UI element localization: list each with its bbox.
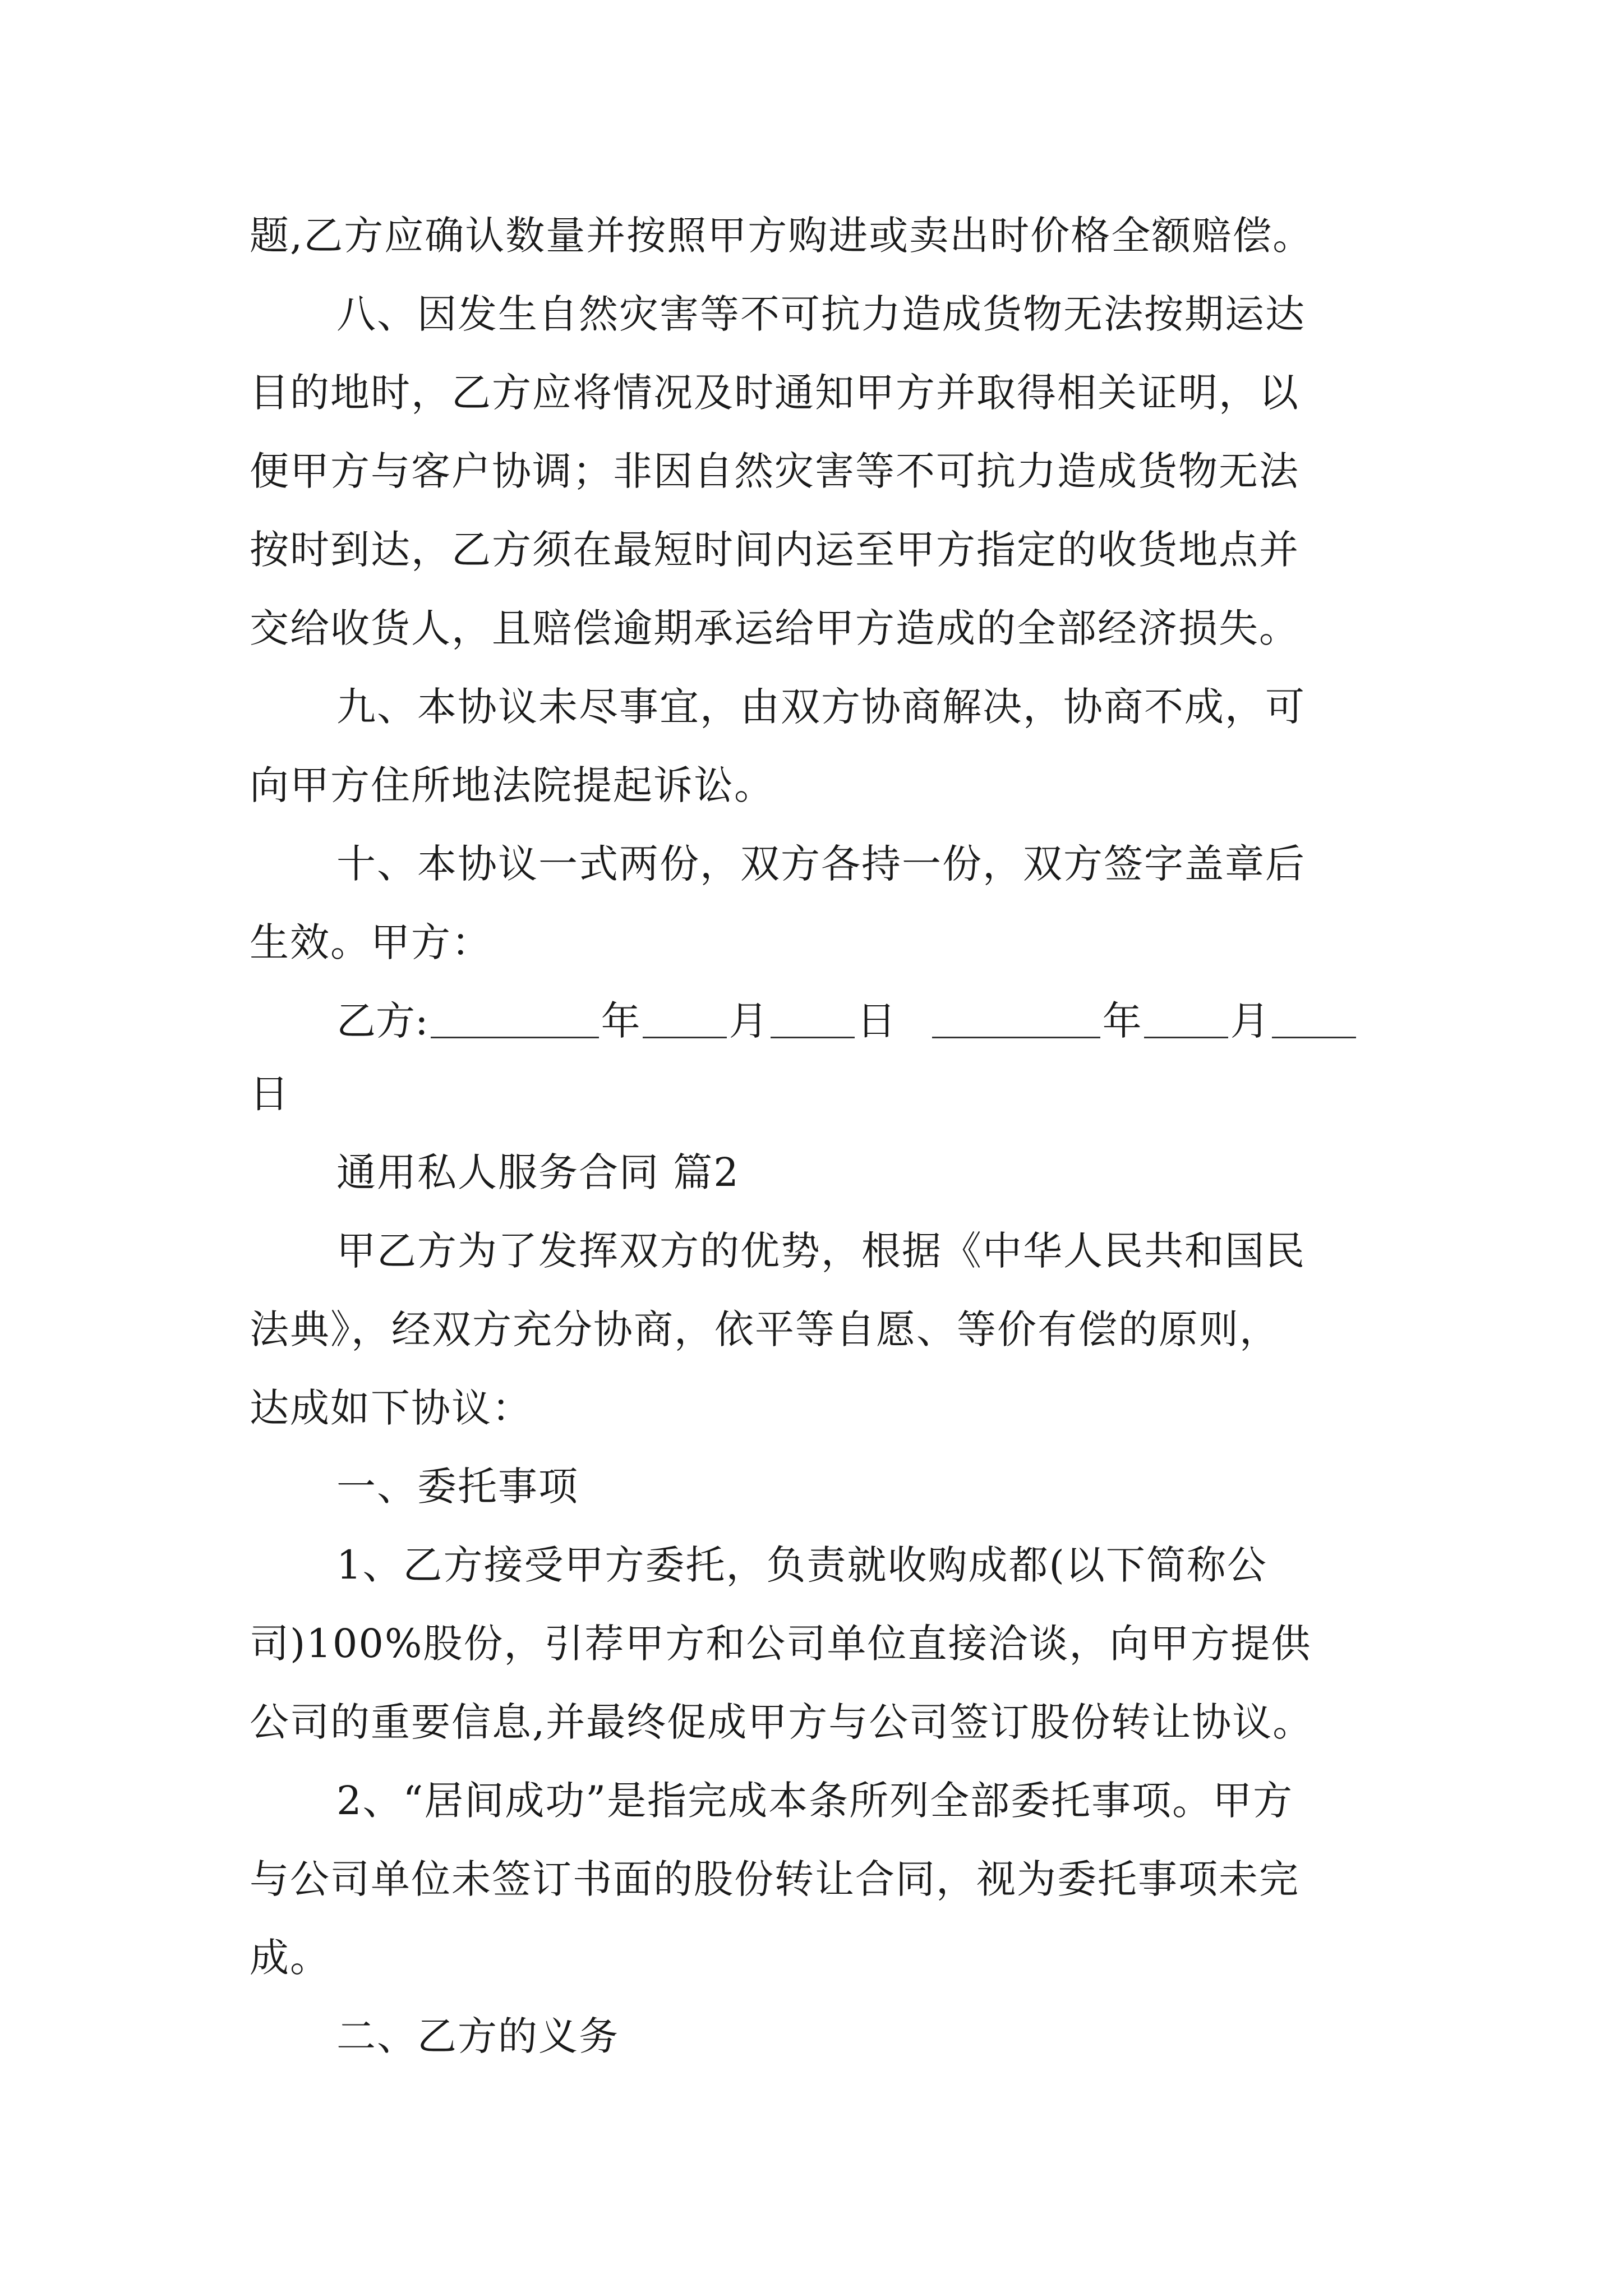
- section-title: 通用私人服务合同 篇2: [336, 1149, 740, 1195]
- clause-10-heading: 十、本协议一式两份，双方各持一份，双方签字盖章后: [336, 841, 1306, 887]
- text-line: 交给收货人，且赔偿逾期承运给甲方造成的全部经济损失。: [250, 605, 1299, 651]
- text-line: 达成如下协议：: [250, 1385, 532, 1431]
- text-line: 按时到达，乙方须在最短时间内运至甲方指定的收货地点并: [250, 527, 1299, 573]
- text-line: 法典》，经双方充分协商，依平等自愿、等价有偿的原则，: [250, 1306, 1280, 1352]
- party-a-signature-label: 生效。甲方：: [250, 919, 492, 965]
- text-line: 1、乙方接受甲方委托，负责就收购成都(以下简称公: [336, 1542, 1267, 1588]
- year-label: 年: [1102, 998, 1142, 1044]
- blank-field: [1144, 997, 1228, 1038]
- month-label: 月: [1230, 998, 1270, 1044]
- blank-field: [643, 997, 727, 1038]
- blank-field: [771, 997, 855, 1038]
- clause-8-heading: 八、因发生自然灾害等不可抗力造成货物无法按期运达: [336, 291, 1306, 337]
- party-b-label: 乙方:: [336, 998, 428, 1044]
- clause-9-heading: 九、本协议未尽事宜，由双方协商解决，协商不成，可: [336, 684, 1306, 730]
- year-label: 年: [601, 998, 640, 1044]
- text-line: 向甲方住所地法院提起诉讼。: [250, 762, 774, 808]
- blank-field: [1272, 997, 1356, 1038]
- party-b-signature-row: [336, 996, 1358, 1046]
- section-heading-1: 一、委托事项: [336, 1464, 579, 1510]
- section-heading-2: 二、乙方的义务: [336, 2013, 619, 2059]
- blank-field: [431, 997, 599, 1038]
- day-label: 日: [856, 998, 896, 1044]
- text-line: 与公司单位未签订书面的股份转让合同，视为委托事项未完: [250, 1856, 1299, 1902]
- day-label-wrapped: 日: [250, 1071, 290, 1117]
- text-line: 司)100%股份，引荐甲方和公司单位直接洽谈，向甲方提供: [250, 1621, 1312, 1667]
- text-line: 2、“居间成功”是指完成本条所列全部委托事项。甲方: [336, 1778, 1294, 1824]
- text-line: 成。: [250, 1935, 330, 1981]
- month-label: 月: [728, 998, 768, 1044]
- blank-field: [932, 997, 1100, 1038]
- text-line: 便甲方与客户协调；非因自然灾害等不可抗力造成货物无法: [250, 448, 1299, 494]
- text-line: 公司的重要信息,并最终促成甲方与公司签订股份转让协议。: [250, 1699, 1313, 1745]
- text-line: 目的地时，乙方应将情况及时通知甲方并取得相关证明，以: [250, 370, 1299, 416]
- text-line: 甲乙方为了发挥双方的优势，根据《中华人民共和国民: [336, 1228, 1306, 1274]
- text-line: 题,乙方应确认数量并按照甲方购进或卖出时价格全额赔偿。: [250, 213, 1313, 259]
